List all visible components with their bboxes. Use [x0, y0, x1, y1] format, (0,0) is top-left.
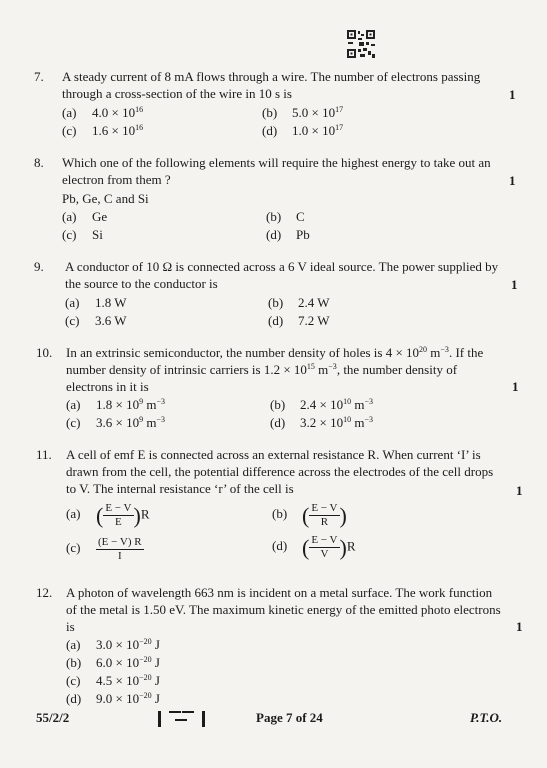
- question-stem: Which one of the following elements will require the highest energy to take out an electron from them ?: [62, 155, 491, 187]
- question-number: 10.: [36, 345, 53, 360]
- option-c: (c) Si: [62, 227, 103, 242]
- option-d: (d) $1.0 \times 10^{17}$: [262, 123, 344, 138]
- question-number: 12.: [36, 585, 53, 600]
- question-stem: A steady current of 8 mA flows through a wire. The number of electrons passing through a cross-section of the wire in 10 s is: [62, 69, 481, 101]
- marks: 1: [512, 379, 519, 394]
- option-a: (a) 1.8 W: [65, 295, 127, 310]
- option-b: (b) $2.4 \times 10^{10}$ $m^{-3}$: [270, 397, 373, 412]
- question-stem: In an extrinsic semiconductor, the number density of holes is $4 \times 10^{20}$ $m^{-3}$. If the number density of intrinsic carriers is $1.2 \times 10^{15}$ $m^{-3}$, the number density of electrons in it is: [66, 345, 484, 394]
- paper-code: 55/2/2: [36, 710, 70, 725]
- question-number: 7.: [34, 69, 44, 84]
- marks: 1: [509, 87, 516, 102]
- option-c: (c) 3.6 W: [65, 313, 127, 328]
- marks: 1: [511, 277, 518, 292]
- option-d: (d) $9.0 \times 10^{-20}$ J: [66, 691, 160, 706]
- option-d: (d) Pb: [266, 227, 310, 242]
- qr-code-icon: [346, 29, 376, 59]
- option-a: (a) $4.0 \times 10^{16}$: [62, 105, 144, 120]
- question-stem: A cell of emf E is connected across an external resistance R. When current ‘I’ is drawn from the cell, the potential difference across the electrodes of the cell drops to V. The internal resistance ‘r’ of the cell is: [66, 447, 494, 496]
- option-a: (a) ( $\frac{E - V}{E}$ )R: [66, 502, 150, 528]
- option-a: (a) Ge: [62, 209, 108, 224]
- question-stem: A conductor of 10 Ω is connected across a 6 V ideal source. The power supplied by the source to the conductor is: [65, 259, 499, 291]
- option-d: (d) 7.2 W: [268, 313, 330, 328]
- question-stem: A photon of wavelength 663 nm is incident on a metal surface. The work function of the metal is 1.50 eV. The maximum kinetic energy of the emitted photo electrons is: [66, 585, 501, 634]
- option-a: (a) $1.8 \times 10^9$ $m^{-3}$: [66, 397, 165, 412]
- page-number: Page 7 of 24: [256, 710, 323, 725]
- barcode-icon: [158, 710, 208, 728]
- element-list: Pb, Ge, C and Si: [62, 191, 149, 206]
- option-b: (b) 2.4 W: [268, 295, 330, 310]
- option-c: (c) $\frac{(E - V) R}{I}$: [66, 536, 142, 562]
- question-number: 8.: [34, 155, 44, 170]
- option-b: (b) C: [266, 209, 305, 224]
- option-c: (c) $3.6 \times 10^9$ $m^{-3}$: [66, 415, 165, 430]
- marks: 1: [516, 483, 523, 498]
- question-number: 11.: [36, 447, 52, 462]
- option-c: (c) $1.6 \times 10^{16}$: [62, 123, 144, 138]
- marks: 1: [516, 619, 523, 634]
- option-a: (a) $3.0 \times 10^{-20}$ J: [66, 637, 160, 652]
- question-number: 9.: [34, 259, 44, 274]
- option-c: (c) $4.5 \times 10^{-20}$ J: [66, 673, 160, 688]
- option-d: (d) ( $\frac{E - V}{V}$ )R: [272, 534, 356, 560]
- marks: 1: [509, 173, 516, 188]
- option-b: (b) $5.0 \times 10^{17}$: [262, 105, 344, 120]
- pto-label: P.T.O.: [470, 710, 503, 725]
- option-d: (d) $3.2 \times 10^{10}$ $m^{-3}$: [270, 415, 373, 430]
- option-b: (b) $6.0 \times 10^{-20}$ J: [66, 655, 160, 670]
- option-b: (b) ( $\frac{E - V}{R}$ ): [272, 502, 347, 528]
